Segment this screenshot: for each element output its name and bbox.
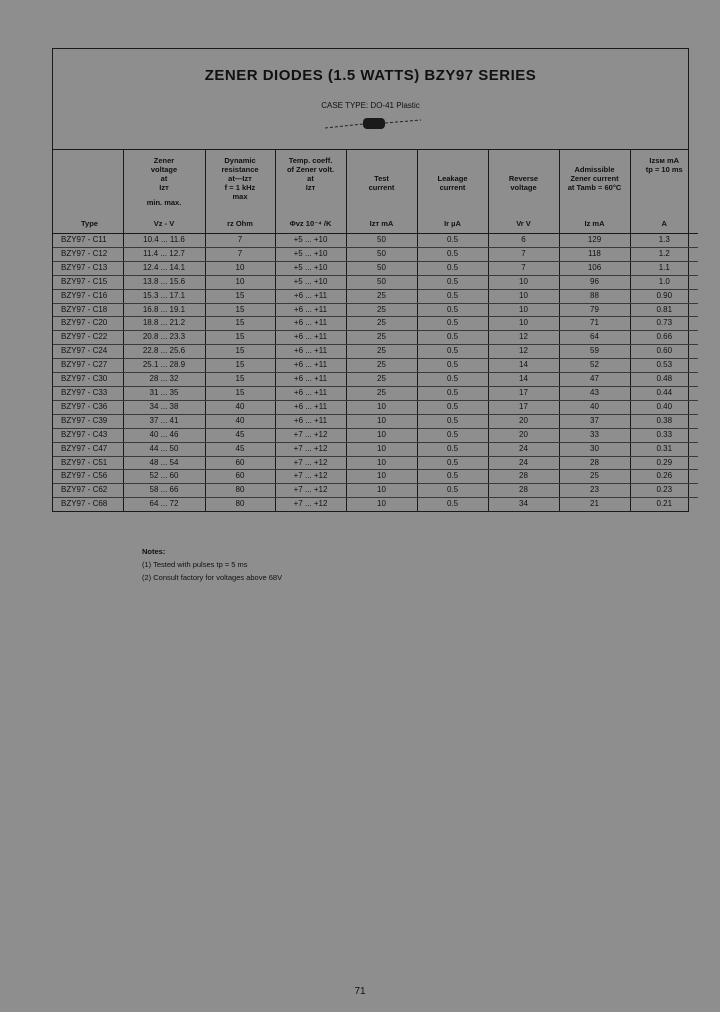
value-cell: 0.5 xyxy=(417,345,488,359)
value-cell: +5 ... +10 xyxy=(275,261,346,275)
value-cell: 10 xyxy=(346,414,417,428)
value-cell: 22.8 ... 25.6 xyxy=(123,345,205,359)
column-header xyxy=(417,150,488,234)
type-cell: BZY97 - C30 xyxy=(53,373,123,387)
value-cell: 7 xyxy=(205,247,275,261)
value-cell: 10 xyxy=(488,275,559,289)
value-cell: 0.23 xyxy=(630,484,698,498)
header-line: Leakage xyxy=(437,174,468,183)
value-cell: 0.5 xyxy=(417,317,488,331)
value-cell: 0.81 xyxy=(630,303,698,317)
header-line xyxy=(418,165,488,174)
value-cell: 0.33 xyxy=(630,428,698,442)
value-cell: 0.31 xyxy=(630,442,698,456)
type-cell: BZY97 - C47 xyxy=(53,442,123,456)
value-cell: 7 xyxy=(488,247,559,261)
table-row xyxy=(53,234,698,248)
value-cell: +6 ... +11 xyxy=(275,331,346,345)
value-cell: 64 xyxy=(559,331,630,345)
header-line: Reverse xyxy=(508,174,539,183)
table-row xyxy=(53,484,698,498)
value-cell: 31 ... 35 xyxy=(123,386,205,400)
value-cell: 30 xyxy=(559,442,630,456)
type-cell: BZY97 - C27 xyxy=(53,359,123,373)
value-cell: 40 xyxy=(205,414,275,428)
value-cell: 12 xyxy=(488,345,559,359)
header-line: max xyxy=(232,192,248,201)
value-cell: 0.26 xyxy=(630,470,698,484)
value-cell: 0.5 xyxy=(417,414,488,428)
note-item: (2) Consult factory for voltages above 68V xyxy=(142,573,283,582)
value-cell: 15 xyxy=(205,317,275,331)
value-cell: 11.4 ... 12.7 xyxy=(123,247,205,261)
type-cell: BZY97 - C33 xyxy=(53,386,123,400)
table-row xyxy=(53,345,698,359)
page-title: ZENER DIODES (1.5 WATTS) BZY97 SERIES xyxy=(204,67,537,84)
value-cell: 40 xyxy=(205,400,275,414)
value-cell: 1.2 xyxy=(630,247,698,261)
header-line xyxy=(560,156,630,165)
value-cell: 0.48 xyxy=(630,373,698,387)
type-cell: BZY97 - C13 xyxy=(53,261,123,275)
column-header xyxy=(275,150,346,234)
value-cell: +5 ... +10 xyxy=(275,247,346,261)
value-cell: 34 xyxy=(488,498,559,511)
header-line: Dynamic xyxy=(224,156,256,165)
value-cell: 14 xyxy=(488,373,559,387)
value-cell: 0.60 xyxy=(630,345,698,359)
value-cell: 50 xyxy=(346,234,417,248)
header-line xyxy=(347,156,417,165)
value-cell: +6 ... +11 xyxy=(275,303,346,317)
header-line: Izт xyxy=(159,183,169,192)
header-line xyxy=(61,165,123,174)
value-cell: 15 xyxy=(205,359,275,373)
table-row xyxy=(53,359,698,373)
value-cell: +7 ... +12 xyxy=(275,442,346,456)
value-cell: 33 xyxy=(559,428,630,442)
value-cell: 0.90 xyxy=(630,289,698,303)
type-cell: BZY97 - C56 xyxy=(53,470,123,484)
value-cell: 28 xyxy=(488,470,559,484)
value-cell: 0.5 xyxy=(417,386,488,400)
value-cell: 1.1 xyxy=(630,261,698,275)
value-cell: 7 xyxy=(488,261,559,275)
value-cell: +6 ... +11 xyxy=(275,386,346,400)
value-cell: +6 ... +11 xyxy=(275,345,346,359)
header-unit: Izт mA xyxy=(369,219,394,228)
value-cell: 34 ... 38 xyxy=(123,400,205,414)
type-cell: BZY97 - C20 xyxy=(53,317,123,331)
value-cell: 25 xyxy=(346,373,417,387)
value-cell: 60 xyxy=(205,456,275,470)
value-cell: 10 xyxy=(346,498,417,511)
column-header xyxy=(488,150,559,234)
value-cell: 50 xyxy=(346,275,417,289)
value-cell: 25 xyxy=(346,386,417,400)
value-cell: 28 ... 32 xyxy=(123,373,205,387)
value-cell: 18.8 ... 21.2 xyxy=(123,317,205,331)
value-cell: 10 xyxy=(205,275,275,289)
table-row xyxy=(53,498,698,511)
datasheet-frame xyxy=(52,48,689,512)
value-cell: 0.5 xyxy=(417,456,488,470)
value-cell: 0.5 xyxy=(417,428,488,442)
value-cell: +5 ... +10 xyxy=(275,275,346,289)
value-cell: 10 xyxy=(346,470,417,484)
value-cell: 17 xyxy=(488,400,559,414)
diode-package-icon xyxy=(323,115,423,137)
value-cell: 58 ... 66 xyxy=(123,484,205,498)
header-line xyxy=(61,156,123,165)
value-cell: 1.3 xyxy=(630,234,698,248)
type-cell: BZY97 - C68 xyxy=(61,499,108,509)
value-cell: 79 xyxy=(559,303,630,317)
value-cell: 20 xyxy=(488,414,559,428)
type-cell: BZY97 - C12 xyxy=(53,247,123,261)
header-unit: A xyxy=(661,219,667,228)
value-cell: 80 xyxy=(205,484,275,498)
value-cell: 0.5 xyxy=(417,261,488,275)
type-cell: BZY97 - C11 xyxy=(53,234,123,248)
value-cell: 0.66 xyxy=(630,331,698,345)
value-cell: +6 ... +11 xyxy=(275,289,346,303)
value-cell: 28 xyxy=(488,484,559,498)
value-cell: 0.38 xyxy=(630,414,698,428)
column-header xyxy=(123,150,205,234)
type-cell: BZY97 - C39 xyxy=(53,414,123,428)
table-row xyxy=(53,428,698,442)
table-row xyxy=(53,470,698,484)
value-cell: 20 xyxy=(488,428,559,442)
value-cell: 10 xyxy=(346,456,417,470)
value-cell: 40 ... 46 xyxy=(123,428,205,442)
header-line: at xyxy=(160,174,168,183)
value-cell: 52 ... 60 xyxy=(123,470,205,484)
header-line: voltage xyxy=(150,165,178,174)
type-cell: BZY97 - C22 xyxy=(53,331,123,345)
value-cell: 13.8 ... 15.6 xyxy=(123,275,205,289)
value-cell: 0.5 xyxy=(417,373,488,387)
note-item: (1) Tested with pulses tp = 5 ms xyxy=(142,560,248,569)
header-line: Zener current xyxy=(570,174,619,183)
value-cell: 15 xyxy=(205,373,275,387)
value-cell: 43 xyxy=(559,386,630,400)
header-unit: Type xyxy=(81,219,98,228)
header-line: resistance xyxy=(221,165,259,174)
value-cell: 64 ... 72 xyxy=(123,498,205,511)
value-cell: +7 ... +12 xyxy=(275,484,346,498)
value-cell: 15 xyxy=(205,289,275,303)
value-cell: 14 xyxy=(488,359,559,373)
value-cell: 6 xyxy=(488,234,559,248)
header-line xyxy=(489,165,559,174)
header-line xyxy=(61,192,123,201)
value-cell: 0.44 xyxy=(630,386,698,400)
value-cell: 106 xyxy=(559,261,630,275)
value-cell: 25 xyxy=(559,470,630,484)
table-row xyxy=(53,289,698,303)
table-row xyxy=(53,373,698,387)
value-cell: 0.5 xyxy=(417,484,488,498)
header-unit: Vz - V xyxy=(153,219,175,228)
value-cell: 23 xyxy=(559,484,630,498)
table-row xyxy=(53,303,698,317)
value-cell: 25.1 ... 28.9 xyxy=(123,359,205,373)
page-number: 71 xyxy=(354,986,366,997)
header-line: f = 1 kHz xyxy=(224,183,256,192)
value-cell: 0.5 xyxy=(417,442,488,456)
value-cell: 59 xyxy=(559,345,630,359)
value-cell: 47 xyxy=(559,373,630,387)
value-cell: 37 xyxy=(559,414,630,428)
header-line xyxy=(61,201,123,210)
value-cell: 0.5 xyxy=(417,331,488,345)
value-cell: +6 ... +11 xyxy=(275,359,346,373)
header-unit: Ir µA xyxy=(444,219,461,228)
header-line xyxy=(61,174,123,183)
value-cell: 25 xyxy=(346,289,417,303)
value-cell: 45 xyxy=(205,428,275,442)
value-cell: 17 xyxy=(488,386,559,400)
value-cell: 52 xyxy=(559,359,630,373)
header-line: Izт xyxy=(305,183,316,192)
header-unit: Iz mA xyxy=(584,219,605,228)
value-cell: 88 xyxy=(559,289,630,303)
column-header xyxy=(559,150,630,234)
value-cell: 0.73 xyxy=(630,317,698,331)
header-line: Zener xyxy=(153,156,175,165)
value-cell: 25 xyxy=(346,331,417,345)
value-cell: 24 xyxy=(488,442,559,456)
value-cell: 10 xyxy=(488,289,559,303)
case-type: CASE TYPE: DO-41 Plastic xyxy=(321,101,420,110)
value-cell: +7 ... +12 xyxy=(275,498,346,511)
table-row xyxy=(53,261,698,275)
header-line: of Zener volt. xyxy=(286,165,335,174)
value-cell: 25 xyxy=(346,317,417,331)
value-cell: 118 xyxy=(559,247,630,261)
value-cell: 10 xyxy=(346,400,417,414)
value-cell: 0.21 xyxy=(630,498,698,511)
header-line: at xyxy=(307,174,314,183)
value-cell: 0.29 xyxy=(630,456,698,470)
type-cell: BZY97 - C15 xyxy=(53,275,123,289)
value-cell: 60 xyxy=(205,470,275,484)
value-cell: 96 xyxy=(559,275,630,289)
header-line: Test xyxy=(374,174,389,183)
value-cell: 15 xyxy=(205,303,275,317)
value-cell: +7 ... +12 xyxy=(275,470,346,484)
header-subunit: min. max. xyxy=(146,198,182,207)
type-cell: BZY97 - C43 xyxy=(53,428,123,442)
header-line: Izsм mA xyxy=(649,156,680,165)
type-cell: BZY97 - C16 xyxy=(53,289,123,303)
value-cell: 45 xyxy=(205,442,275,456)
value-cell: 0.53 xyxy=(630,359,698,373)
header-line xyxy=(489,156,559,165)
header-line: tp = 10 ms xyxy=(645,165,683,174)
type-cell: BZY97 - C51 xyxy=(53,456,123,470)
table-header-row xyxy=(53,150,698,234)
value-cell: 16.8 ... 19.1 xyxy=(123,303,205,317)
value-cell: 15 xyxy=(205,331,275,345)
header-line: at Tamb = 60°C xyxy=(567,183,622,192)
value-cell: 40 xyxy=(559,400,630,414)
value-cell: 50 xyxy=(346,247,417,261)
value-cell: 15 xyxy=(205,386,275,400)
type-cell: BZY97 - C24 xyxy=(53,345,123,359)
header-line: at—Izт xyxy=(228,174,252,183)
value-cell: 0.5 xyxy=(417,400,488,414)
header-line xyxy=(61,183,123,192)
type-cell: BZY97 - C36 xyxy=(53,400,123,414)
value-cell: 0.5 xyxy=(417,247,488,261)
header-unit: Vr V xyxy=(516,219,531,228)
table-row xyxy=(53,331,698,345)
value-cell: 48 ... 54 xyxy=(123,456,205,470)
value-cell: +7 ... +12 xyxy=(275,456,346,470)
table-row xyxy=(53,275,698,289)
table-row xyxy=(53,247,698,261)
type-cell: BZY97 - C62 xyxy=(53,484,123,498)
value-cell: +6 ... +11 xyxy=(275,373,346,387)
value-cell: 10 xyxy=(488,303,559,317)
column-header xyxy=(346,150,417,234)
table-row xyxy=(53,442,698,456)
value-cell: 0.5 xyxy=(417,303,488,317)
value-cell: 44 ... 50 xyxy=(123,442,205,456)
value-cell: 10 xyxy=(346,484,417,498)
value-cell: 0.5 xyxy=(417,289,488,303)
value-cell: 10 xyxy=(205,261,275,275)
table-row xyxy=(53,386,698,400)
value-cell: 0.5 xyxy=(417,470,488,484)
value-cell: 28 xyxy=(559,456,630,470)
value-cell: 12 xyxy=(488,331,559,345)
value-cell: 71 xyxy=(559,317,630,331)
header-line: Temp. coeff. xyxy=(288,156,333,165)
value-cell: 129 xyxy=(559,234,630,248)
type-cell: BZY97 - C18 xyxy=(53,303,123,317)
header-line xyxy=(418,156,488,165)
value-cell: 10 xyxy=(488,317,559,331)
value-cell: 15 xyxy=(205,345,275,359)
value-cell: 10 xyxy=(346,428,417,442)
value-cell: 15.3 ... 17.1 xyxy=(123,289,205,303)
value-cell: 37 ... 41 xyxy=(123,414,205,428)
value-cell: 0.5 xyxy=(417,275,488,289)
value-cell: 10 xyxy=(346,442,417,456)
value-cell: 24 xyxy=(488,456,559,470)
table-row xyxy=(53,317,698,331)
table-row xyxy=(53,456,698,470)
column-header xyxy=(630,150,698,234)
value-cell: +6 ... +11 xyxy=(275,414,346,428)
value-cell: +6 ... +11 xyxy=(275,400,346,414)
value-cell: 1.0 xyxy=(630,275,698,289)
table-row xyxy=(53,400,698,414)
notes-heading: Notes: xyxy=(142,547,166,556)
value-cell: 0.5 xyxy=(417,359,488,373)
value-cell: +6 ... +11 xyxy=(275,317,346,331)
value-cell: 20.8 ... 23.3 xyxy=(123,331,205,345)
column-header xyxy=(205,150,275,234)
header-line: Admissible xyxy=(574,165,615,174)
value-cell: 80 xyxy=(205,498,275,511)
value-cell: 21 xyxy=(559,498,630,511)
header-line: current xyxy=(439,183,466,192)
value-cell: 0.40 xyxy=(630,400,698,414)
notes-block xyxy=(142,545,282,584)
header-line: current xyxy=(368,183,395,192)
value-cell: 7 xyxy=(205,234,275,248)
value-cell: 0.5 xyxy=(417,498,488,511)
value-cell: 25 xyxy=(346,359,417,373)
header-unit: rz Ohm xyxy=(227,219,253,228)
value-cell: 50 xyxy=(346,261,417,275)
zener-spec-table xyxy=(53,150,698,511)
header-unit: Φvz 10⁻⁴ /K xyxy=(289,219,332,228)
table-body xyxy=(53,234,698,512)
value-cell: 25 xyxy=(346,303,417,317)
value-cell: 12.4 ... 14.1 xyxy=(123,261,205,275)
value-cell: 25 xyxy=(346,345,417,359)
value-cell: +7 ... +12 xyxy=(275,428,346,442)
value-cell: +5 ... +10 xyxy=(275,234,346,248)
table-row xyxy=(53,414,698,428)
value-cell: 10.4 ... 11.6 xyxy=(123,234,205,248)
header-line xyxy=(347,165,417,174)
value-cell: 0.5 xyxy=(417,234,488,248)
header-line: voltage xyxy=(510,183,537,192)
column-header xyxy=(53,150,123,234)
